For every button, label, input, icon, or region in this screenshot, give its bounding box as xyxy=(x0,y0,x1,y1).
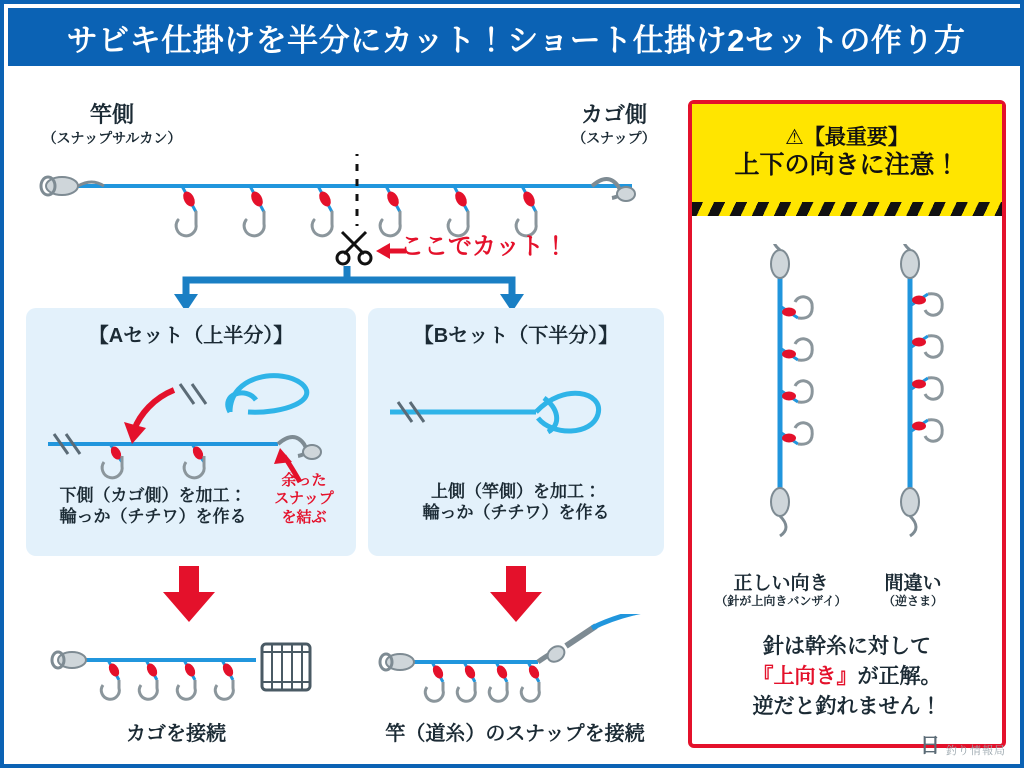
warning-footer-rest: が正解。 xyxy=(857,665,942,688)
page-header xyxy=(8,8,1024,66)
panel-b-illustration xyxy=(376,362,656,472)
label-basket-side: カゴ側 xyxy=(580,102,647,127)
warning-footer-line1: 針は幹糸に対して xyxy=(763,635,931,658)
cut-here-label: ここでカット！ xyxy=(400,233,568,260)
warning-footer-emphasis: 『上向き』 xyxy=(752,665,858,688)
warning-header-line2: 上下の向きに注意！ xyxy=(734,151,960,180)
panel-a-title: 【Aセット（上半分）】 xyxy=(88,325,294,347)
warning-footer-line2 xyxy=(692,660,1002,690)
watermark-text: 釣り情報局 xyxy=(946,745,1006,757)
warning-footer-line3: 逆だと釣れません！ xyxy=(752,695,942,718)
wrong-sub-label: （逆さま） xyxy=(882,594,943,608)
panel-a-instruction: 下側（カゴ側）を加工： 輪っか（チチワ）を作る xyxy=(59,486,247,526)
label-rod-side-sub: （スナップサルカン） xyxy=(42,130,182,146)
warning-header xyxy=(692,104,1002,202)
orientation-comparison-illustration xyxy=(714,244,984,544)
wrong-label: 間違い xyxy=(884,573,942,594)
result-a-illustration xyxy=(26,638,326,718)
label-rod-side: 竿側 xyxy=(89,102,134,127)
result-b-illustration xyxy=(360,614,680,714)
correct-label: 正しい向き xyxy=(733,573,829,594)
correct-sub-label: （針が上向きバンザイ） xyxy=(715,594,847,608)
panel-b-title: 【Bセット（下半分）】 xyxy=(413,325,619,347)
hazard-stripe xyxy=(692,202,1002,216)
watermark xyxy=(920,729,1006,758)
label-basket-side-sub: （スナップ） xyxy=(572,130,656,146)
result-a-label: カゴを接続 xyxy=(126,723,226,745)
panel-b-instruction: 上側（竿側）を加工： 輪っか（チチワ）を作る xyxy=(422,482,610,522)
warning-header-line1: ⚠【最重要】 xyxy=(785,126,909,150)
result-b-label: 竿（道糸）のスナップを接続 xyxy=(385,723,645,745)
watermark-mark: 日 xyxy=(920,735,942,757)
scissors-icon xyxy=(334,226,374,266)
page-title: サビキ仕掛けを半分にカット！ショート仕掛け2セットの作り方 xyxy=(66,22,966,58)
panel-a-note: 余った スナップ を結ぶ xyxy=(274,472,334,526)
panel-a-down-arrow xyxy=(159,566,219,624)
warning-box xyxy=(688,100,1006,748)
